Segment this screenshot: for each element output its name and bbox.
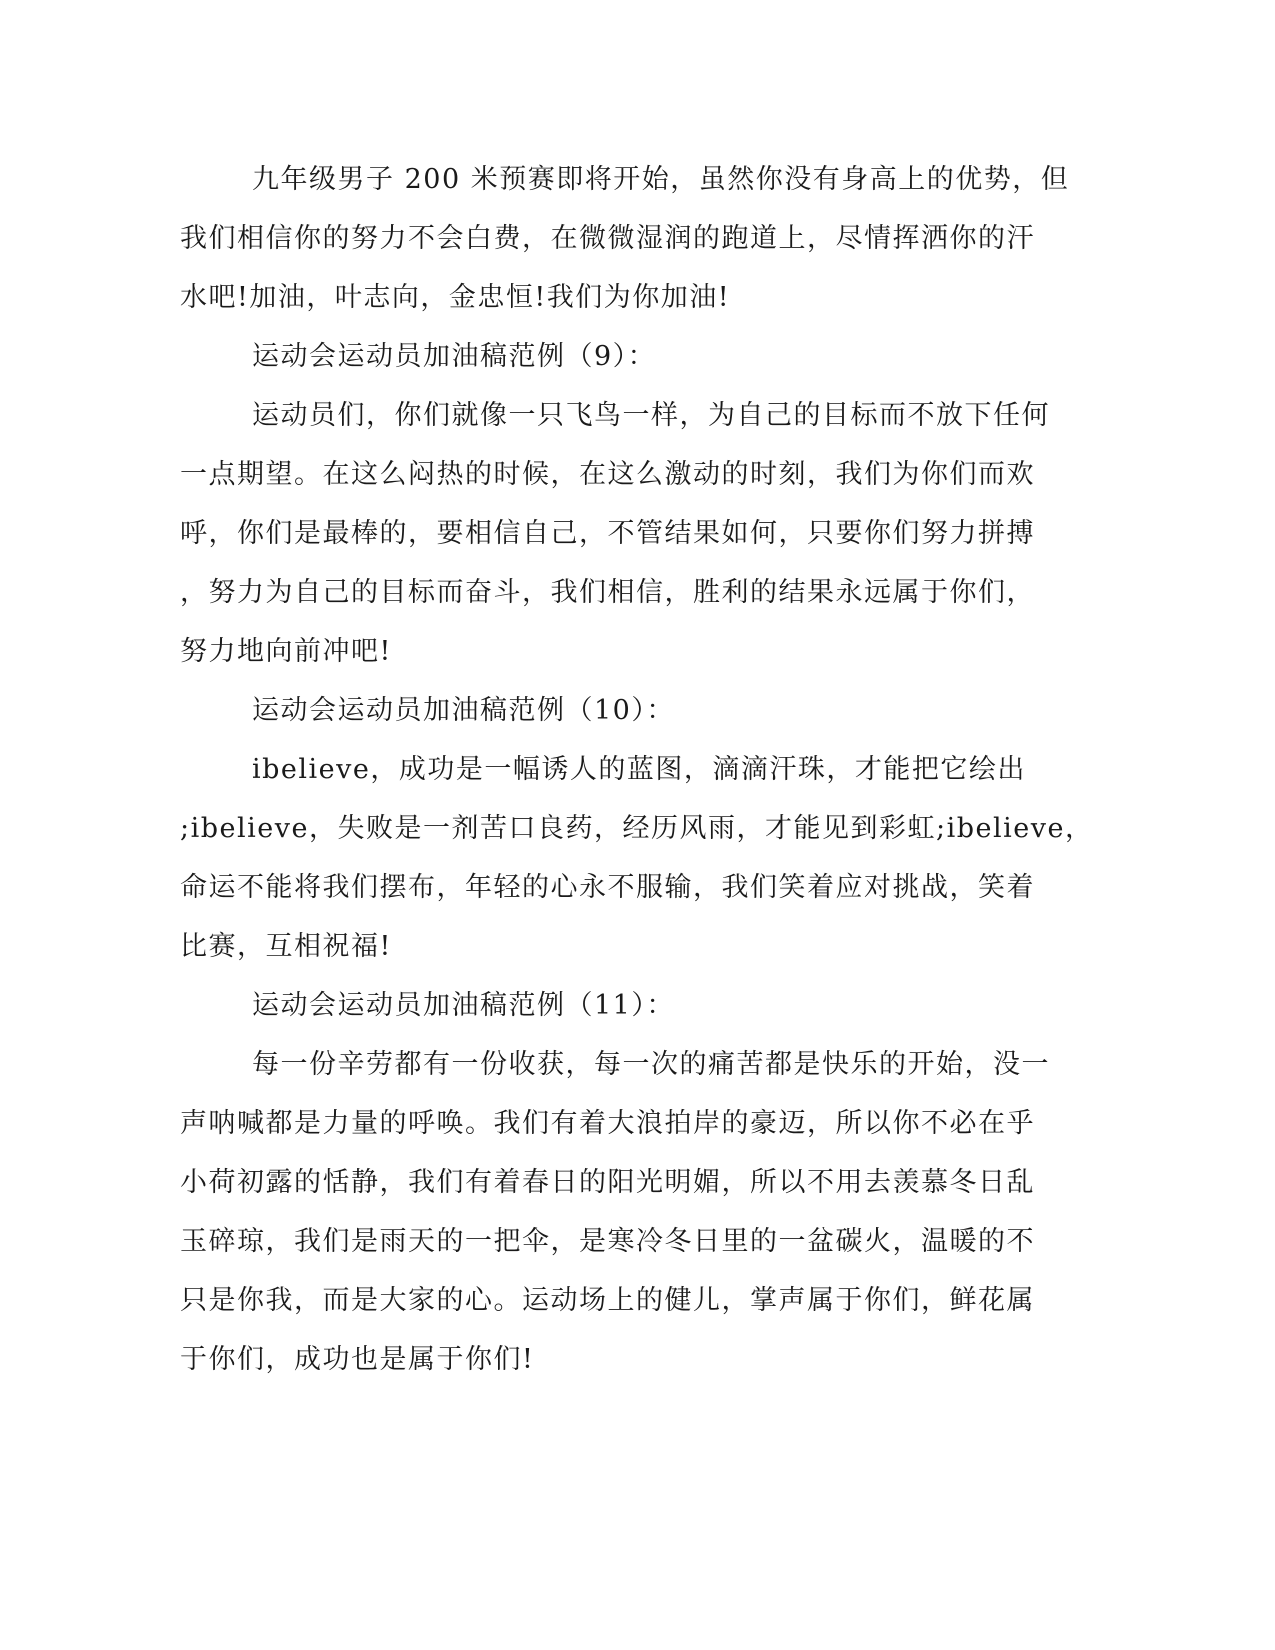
paragraph-line: 玉碎琼，我们是雨天的一把伞，是寒冷冬日里的一盆碳火，温暖的不 [180, 1226, 1035, 1257]
paragraph-line: 只是你我，而是大家的心。运动场上的健儿，掌声属于你们，鲜花属 [180, 1285, 1035, 1316]
paragraph-line: 每一份辛劳都有一份收获，每一次的痛苦都是快乐的开始，没一 [252, 1049, 1050, 1080]
paragraph-line: 运动员们，你们就像一只飞鸟一样，为自己的目标而不放下任何 [252, 400, 1050, 431]
paragraph-line: 九年级男子 200 米预赛即将开始，虽然你没有身高上的优势，但 [252, 164, 1070, 195]
paragraph-line: 我们相信你的努力不会白费，在微微湿润的跑道上，尽情挥洒你的汗 [180, 223, 1035, 254]
paragraph-line: ibelieve，成功是一幅诱人的蓝图，滴滴汗珠，才能把它绘出 [252, 754, 1026, 785]
paragraph-line: 比赛，互相祝福! [180, 931, 392, 962]
paragraph-line: ，努力为自己的目标而奋斗，我们相信，胜利的结果永远属于你们， [180, 577, 1035, 608]
paragraph-line: 努力地向前冲吧! [180, 636, 392, 667]
paragraph-line: 声呐喊都是力量的呼唤。我们有着大浪拍岸的豪迈，所以你不必在乎 [180, 1108, 1035, 1139]
paragraph-line: 水吧!加油，叶志向，金忠恒!我们为你加油! [180, 282, 731, 313]
section-heading: 运动会运动员加油稿范例（9）： [252, 341, 657, 372]
section-heading: 运动会运动员加油稿范例（11）： [252, 990, 675, 1021]
section-heading: 运动会运动员加油稿范例（10）： [252, 695, 675, 726]
paragraph-line: 命运不能将我们摆布，年轻的心永不服输，我们笑着应对挑战，笑着 [180, 872, 1035, 903]
paragraph-line: 一点期望。在这么闷热的时候，在这么激动的时刻，我们为你们而欢 [180, 459, 1035, 490]
paragraph-line: 于你们，成功也是属于你们! [180, 1344, 535, 1375]
paragraph-line: 小荷初露的恬静，我们有着春日的阳光明媚，所以不用去羡慕冬日乱 [180, 1167, 1035, 1198]
paragraph-line: ;ibelieve，失败是一剂苦口良药，经历风雨，才能见到彩虹;ibelieve， [180, 813, 1094, 844]
paragraph-line: 呼，你们是最棒的，要相信自己，不管结果如何，只要你们努力拼搏 [180, 518, 1035, 549]
